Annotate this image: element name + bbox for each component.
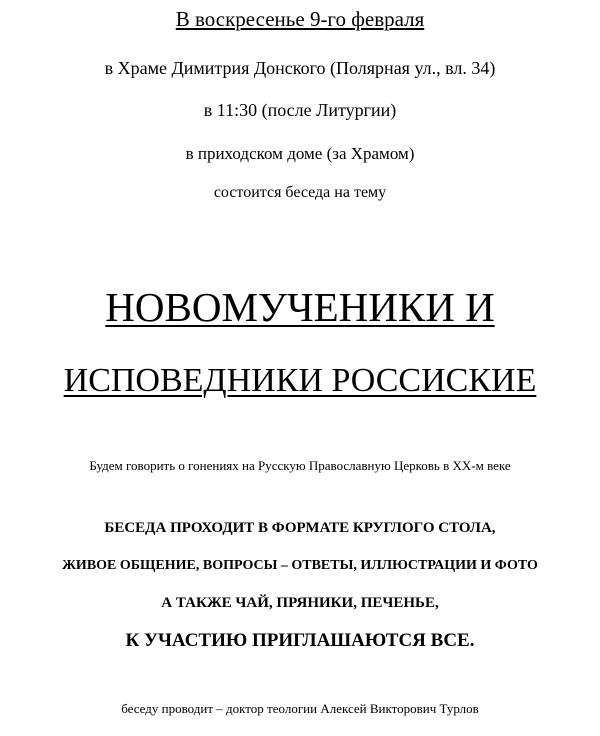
format-line-2: ЖИВОЕ ОБЩЕНИЕ, ВОПРОСЫ – ОТВЕТЫ, ИЛЛЮСТРАЦИИ И ФОТО <box>62 558 538 573</box>
event-place: в Храме Димитрия Донского (Полярная ул., вл. 34) <box>104 58 496 78</box>
speaker-text: беседу проводит – доктор теологии Алексей Викторович Турлов <box>121 701 479 716</box>
format-line-3: А ТАКЖЕ ЧАЙ, ПРЯНИКИ, ПЕЧЕНЬЕ, <box>161 595 439 611</box>
title-line-1: НОВОМУЧЕНИКИ И <box>105 284 495 330</box>
event-date: В воскресенье 9-го февраля <box>175 7 425 31</box>
title-line-2: ИСПОВЕДНИКИ РОССИСКИЕ <box>63 362 537 399</box>
format-line-1: БЕСЕДА ПРОХОДИТ В ФОРМАТЕ КРУГЛОГО СТОЛА, <box>104 520 496 536</box>
event-venue-detail: в приходском доме (за Храмом) <box>185 144 415 163</box>
subject-text: Будем говорить о гонениях на Русскую Православную Церковь в ХХ-м веке <box>89 458 511 473</box>
invitation-text: К УЧАСТИЮ ПРИГЛАШАЮТСЯ ВСЕ. <box>125 630 475 651</box>
event-time: в 11:30 (после Литургии) <box>203 100 397 120</box>
topic-intro: состоится беседа на тему <box>213 184 387 201</box>
